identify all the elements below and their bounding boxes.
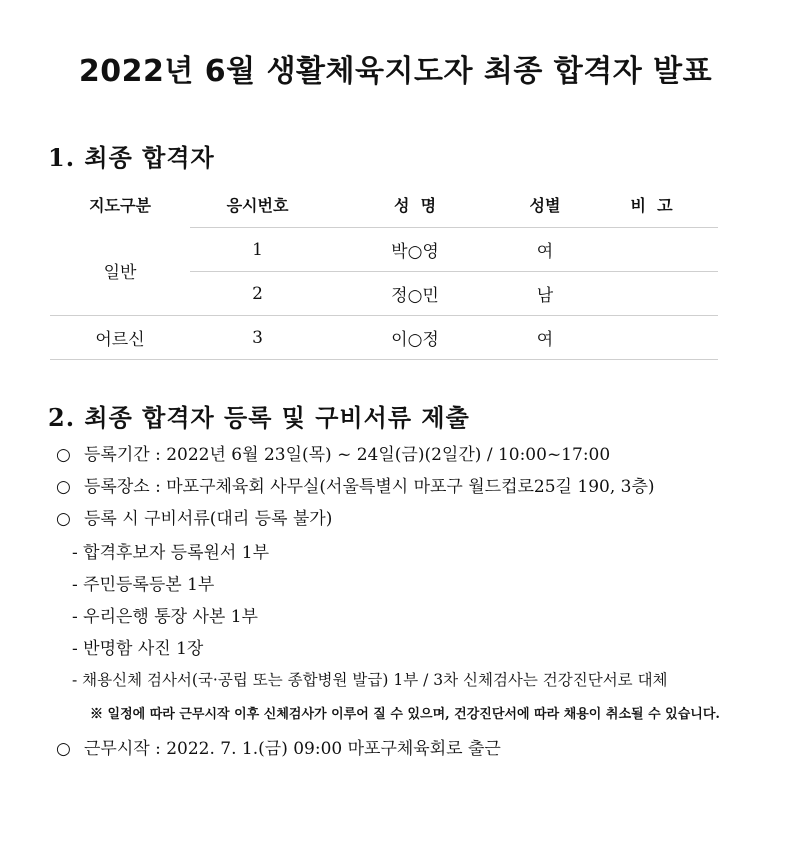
remarks-cell [585, 316, 718, 359]
header-category: 지도구분 [89, 196, 151, 215]
section-heading-registration: 2. 최종 합격자 등록 및 구비서류 제출 [48, 403, 470, 432]
header-name: 성 명 [393, 196, 437, 215]
gender-cell: 여 [536, 242, 554, 262]
document-item: - 합격후보자 등록원서 1부 [72, 543, 269, 563]
table-header-row [50, 182, 718, 228]
document-item: - 우리은행 통장 사본 1부 [72, 607, 258, 627]
required-documents-heading: 등록 시 구비서류(대리 등록 불가) [84, 509, 333, 529]
registration-location: 등록장소 : 마포구체육회 사무실(서울특별시 마포구 월드컵로25길 190, 3층) [84, 477, 655, 497]
remarks-cell [585, 272, 718, 315]
work-start: 근무시작 : 2022. 7. 1.(금) 09:00 마포구체육회로 출근 [84, 739, 501, 759]
name-cell: 정○민 [391, 286, 439, 306]
final-passers-table [50, 182, 718, 360]
category-cell-merged: 일반 [50, 227, 190, 314]
bullet-marker: ○ [56, 477, 71, 497]
list-item [56, 472, 655, 497]
list-item [56, 440, 610, 465]
header-gender: 성별 [529, 196, 561, 215]
exam-number-cell: 1 [252, 239, 263, 260]
name-cell: 박○영 [391, 242, 439, 262]
bullet-marker: ○ [56, 445, 71, 465]
document-item: - 채용신체 검사서(국·공립 또는 종합병원 발급) 1부 / 3차 신체검사는 건강진단서로 대체 [72, 671, 668, 689]
list-item [56, 734, 501, 759]
exam-number-cell: 2 [252, 283, 263, 304]
name-cell: 이○정 [391, 330, 439, 350]
document-item: - 반명함 사진 1장 [72, 639, 204, 659]
notice-text: ※ 일정에 따라 근무시작 이후 신체검사가 이루어 질 수 있으며, 건강진단서에 따라 채용이 취소될 수 있습니다. [90, 707, 720, 722]
page-title: 2022년 6월 생활체육지도자 최종 합격자 발표 [78, 54, 713, 89]
section-heading-final-passers: 1. 최종 합격자 [48, 143, 215, 172]
list-item [56, 504, 332, 529]
bullet-marker: ○ [56, 739, 71, 759]
remarks-cell [585, 228, 718, 271]
gender-cell: 남 [536, 286, 554, 306]
table-row [50, 316, 718, 360]
category-cell: 어르신 [95, 330, 145, 350]
header-remarks: 비 고 [630, 196, 673, 215]
gender-cell: 여 [536, 330, 554, 350]
exam-number-cell: 3 [252, 327, 263, 348]
document-item: - 주민등록등본 1부 [72, 575, 215, 595]
registration-period: 등록기간 : 2022년 6월 23일(목) ~ 24일(금)(2일간) / 10:00~17:00 [84, 445, 611, 465]
header-exam-number: 응시번호 [226, 196, 289, 215]
bullet-marker: ○ [56, 509, 71, 529]
